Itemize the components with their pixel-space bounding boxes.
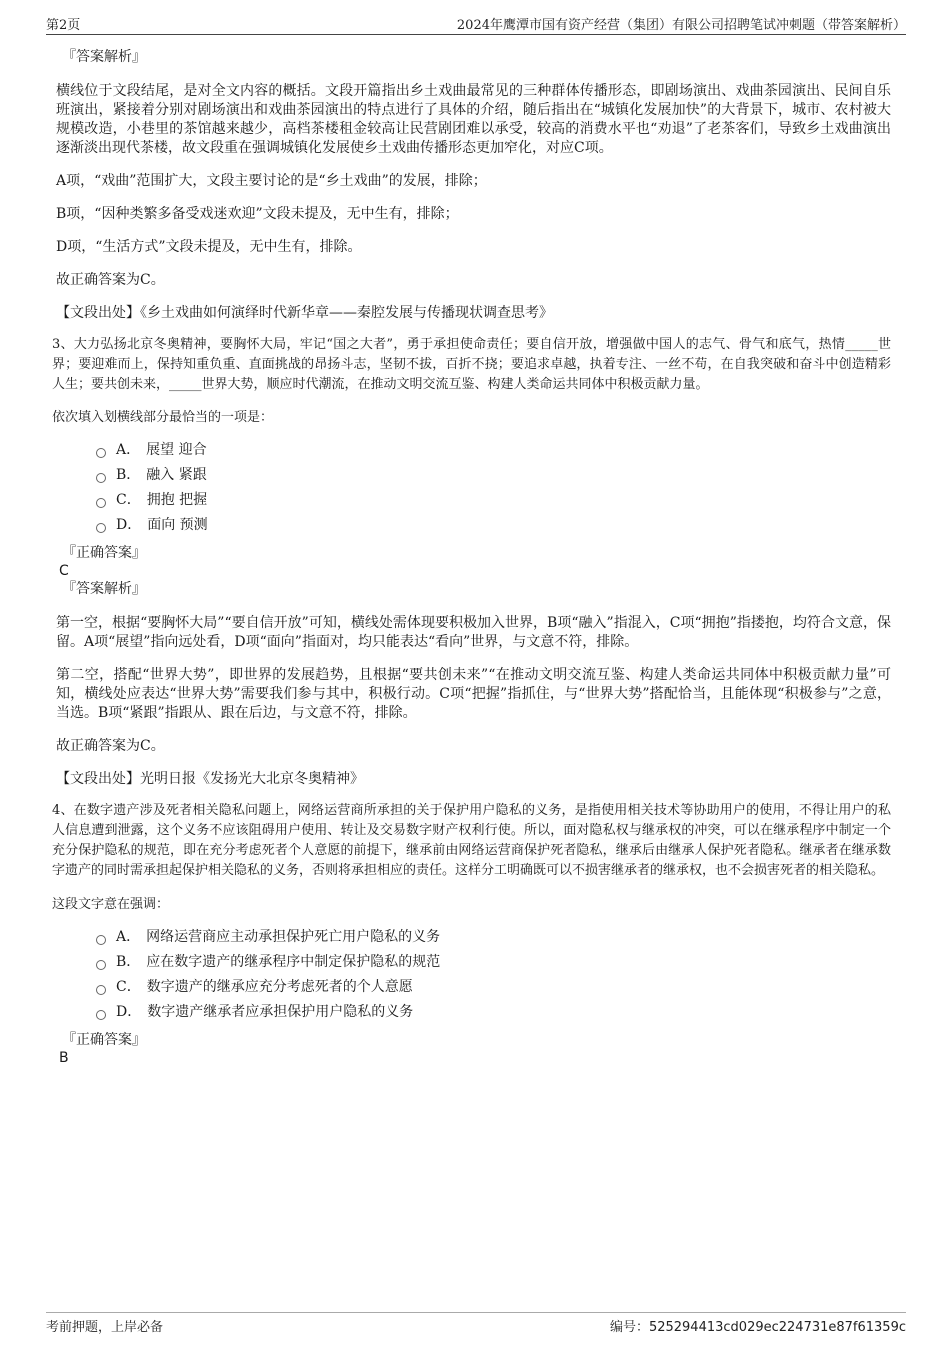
correct-answer: C [59, 563, 69, 579]
option-c[interactable] [96, 975, 891, 1000]
option-text: 拥抱 把握 [146, 492, 208, 508]
radio-icon[interactable] [96, 960, 106, 970]
option-text: 数字遗产继承者应承担保护用户隐私的义务 [147, 1004, 414, 1020]
option-a[interactable] [96, 438, 891, 463]
source-citation: 【文段出处】光明日报《发扬光大北京冬奥精神》 [56, 771, 364, 787]
option-a[interactable] [96, 925, 891, 950]
analysis-conclusion: 故正确答案为C。 [56, 272, 165, 288]
analysis-paragraph: A项，“戏曲”范围扩大，文段主要讨论的是“乡土戏曲”的发展，排除； [56, 173, 487, 189]
serial-value: 525294413cd029ec224731e87f61359c [648, 1320, 906, 1335]
option-key: D． [116, 517, 142, 533]
answer-label: 『正确答案』 [62, 545, 146, 561]
footer-slogan: 考前押题，上岸必备 [46, 1320, 164, 1335]
question-stem: 3、大力弘扬北京冬奥精神，要胸怀大局，牢记“国之大者”，勇于承担使命责任；要自信开放，增强做中国人的志气、骨气和底气，热情_____世界；要迎难而上，保持知重负重、直面挑战的昂扬斗志，坚韧不拔，百折不挠；要追求卓越，执着专注、一丝不苟，在自我突破和奋斗中创造精彩人生；要共创未来，_____世界大势，顺应时代潮流，在推动文明交流互鉴、构建人类命运共同体中积极贡献力量。 [52, 337, 891, 392]
question-prompt: 依次填入划横线部分最恰当的一项是： [52, 410, 274, 425]
option-d[interactable] [96, 1000, 891, 1025]
radio-icon[interactable] [96, 498, 106, 508]
option-text: 应在数字遗产的继承程序中制定保护隐私的规范 [146, 954, 441, 970]
option-key: B． [116, 467, 141, 483]
option-text: 展望 迎合 [146, 442, 207, 458]
option-b[interactable] [96, 463, 891, 488]
page-number: 第2页 [46, 18, 81, 33]
page-footer [46, 1312, 906, 1335]
option-key: A． [116, 929, 141, 945]
option-key: D． [116, 1004, 142, 1020]
question-stem: 4、在数字遗产涉及死者相关隐私问题上，网络运营商所承担的关于保护用户隐私的义务，是指使用相关技术等协助用户的使用，不得让用户的私人信息遭到泄露，这个义务不应该阻碍用户使用、转让及交易数字财产权利行使。所以，面对隐私权与继承权的冲突，可以在继承程序中制定一个充分保护隐私的规范，即在充分考虑死者个人意愿的前提下，继承前由网络运营商保护死者隐私，继承后由继承人保护死者隐私。继承者在继承数字遗产的同时需承担起保护相关隐私的义务，否则将承担相应的责任。这样分工明确既可以不损害继承者的继承权，也不会损害死者的相关隐私。 [52, 803, 891, 878]
page-header [46, 14, 906, 35]
option-key: A． [116, 442, 141, 458]
analysis-paragraph: 第二空，搭配“世界大势”，即世界的发展趋势，且根据“要共创未来”“在推动文明交流互鉴、构建人类命运共同体中积极贡献力量”可知，横线处应表达“世界大势”需要我们参与其中，积极行动。C项“把握”指抓住，与“世界大势”搭配恰当，且能体现“积极参与”之意，当选。B项“紧跟”指跟从、跟在后边，与文意不符，排除。 [56, 667, 891, 721]
option-b[interactable] [96, 950, 891, 975]
option-key: B． [116, 954, 141, 970]
option-d[interactable] [96, 513, 891, 538]
analysis-label: 『答案解析』 [62, 581, 146, 597]
analysis-label: 『答案解析』 [62, 49, 146, 65]
serial-label: 编号： [609, 1320, 649, 1335]
page-content [52, 44, 891, 1067]
option-list [96, 438, 891, 538]
option-text: 融入 紧跟 [146, 467, 207, 483]
analysis-paragraph: B项，“因种类繁多备受戏迷欢迎”文段未提及，无中生有，排除； [56, 206, 459, 222]
source-citation: 【文段出处】《乡土戏曲如何演绎时代新华章——秦腔发展与传播现状调查思考》 [56, 305, 553, 321]
option-c[interactable] [96, 488, 891, 513]
correct-answer: B [59, 1050, 69, 1066]
radio-icon[interactable] [96, 523, 106, 533]
radio-icon[interactable] [96, 985, 106, 995]
radio-icon[interactable] [96, 935, 106, 945]
analysis-paragraph: 第一空，根据“要胸怀大局”“要自信开放”可知，横线处需体现要积极加入世界，B项“融入”指混入，C项“拥抱”指搂抱，均符合文意，保留。A项“展望”指向远处看，D项“面向”指面对，均只能表达“看向”世界，与文意不符，排除。 [56, 615, 891, 650]
radio-icon[interactable] [96, 473, 106, 483]
option-text: 网络运营商应主动承担保护死亡用户隐私的义务 [146, 929, 441, 945]
option-key: C． [116, 979, 141, 995]
analysis-paragraph: 横线位于文段结尾，是对全文内容的概括。文段开篇指出乡土戏曲最常见的三种群体传播形态，即剧场演出、戏曲茶园演出、民间自乐班演出，紧接着分别对剧场演出和戏曲茶园演出的特点进行了具体的介绍，随后指出在“城镇化发展加快”的大背景下，城市、农村被大规模改造，小巷里的茶馆越来越少，高档茶楼租金较高让民营剧团难以承受，较高的消费水平也“劝退”了老茶客们，导致乡土戏曲演出逐渐淡出现代茶楼，故文段重在强调城镇化发展使乡土戏曲传播形态更加窄化，对应C项。 [56, 83, 891, 156]
document-serial [610, 1316, 906, 1335]
option-text: 数字遗产的继承应充分考虑死者的个人意愿 [146, 979, 413, 995]
option-list [96, 925, 891, 1025]
analysis-paragraph: D项，“生活方式”文段未提及，无中生有，排除。 [56, 239, 362, 255]
option-text: 面向 预测 [147, 517, 208, 533]
option-key: C． [116, 492, 141, 508]
radio-icon[interactable] [96, 1010, 106, 1020]
radio-icon[interactable] [96, 448, 106, 458]
question-prompt: 这段文字意在强调： [52, 897, 170, 912]
document-title: 2024年鹰潭市国有资产经营（集团）有限公司招聘笔试冲刺题（带答案解析） [456, 18, 906, 33]
answer-label: 『正确答案』 [62, 1032, 146, 1048]
analysis-conclusion: 故正确答案为C。 [56, 738, 165, 754]
